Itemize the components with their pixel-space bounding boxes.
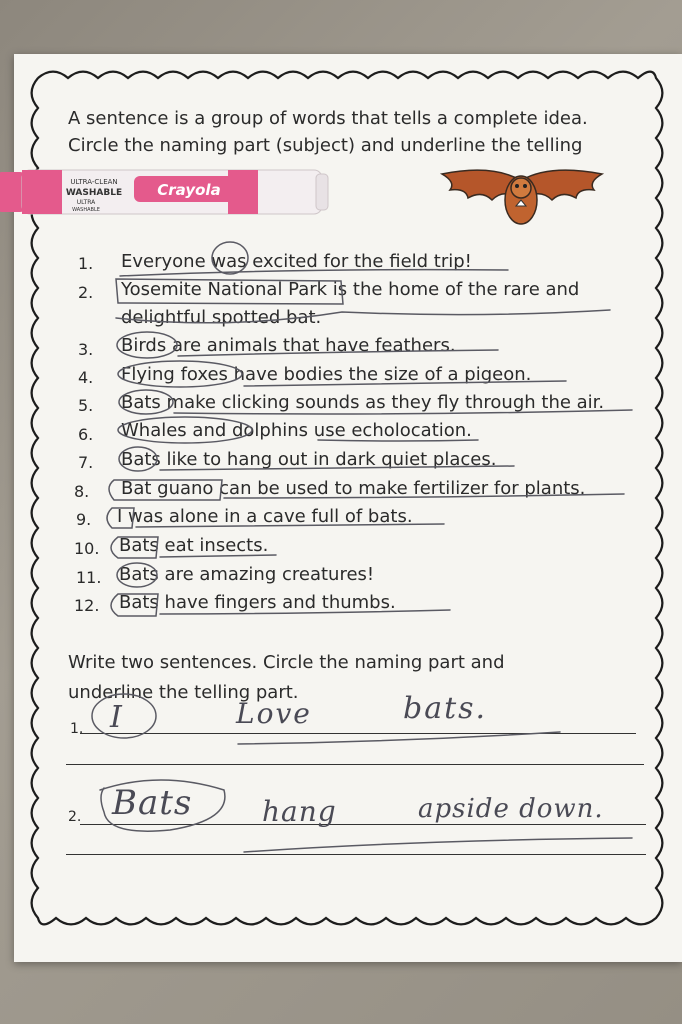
instruction-line-1: A sentence is a group of words that tells a complete idea. (68, 108, 588, 129)
answer-number: 2. (68, 809, 82, 825)
sentence-text: Bats have fingers and thumbs. (119, 592, 396, 613)
handwritten-subject-2: Bats (112, 783, 193, 823)
sentence-number: 3. (78, 340, 94, 359)
sentence-text: Birds are animals that have feathers. (121, 335, 456, 356)
handwritten-predicate-1b: bats. (403, 691, 488, 726)
sentence-number: 1. (78, 254, 94, 273)
sentence-number: 11. (76, 568, 102, 587)
instruction-line-2: Circle the naming part (subject) and underline the telling (68, 135, 583, 156)
sentence-text: Bats like to hang out in dark quiet places. (121, 449, 497, 470)
answer-line (80, 824, 646, 825)
sentence-number: 6. (78, 425, 94, 444)
marker-text: WASHABLE (72, 207, 100, 213)
answer-line (80, 733, 636, 734)
handwritten-predicate-2b: apside down. (418, 794, 604, 824)
crayola-marker (0, 166, 332, 222)
sentence-number: 5. (78, 396, 94, 415)
marker-text: ULTRA (76, 199, 96, 206)
sentence-number: 10. (74, 539, 100, 558)
handwritten-subject-1: I (110, 700, 122, 735)
sentence-text: Yosemite National Park is the home of the rare and (121, 279, 580, 300)
sentence-number: 9. (76, 510, 92, 529)
sentence-text: Whales and dolphins use echolocation. (121, 420, 472, 441)
sentence-text: delightful spotted bat. (121, 307, 322, 328)
sentence-number: 12. (74, 596, 100, 615)
handwritten-predicate-2a: hang (262, 795, 337, 828)
marker-text: ULTRA-CLEAN (70, 178, 118, 186)
sentence-text: Bats make clicking sounds as they fly through the air. (121, 392, 605, 413)
sentence-number: 4. (78, 368, 94, 387)
marker-band (22, 170, 62, 214)
marker-text: WASHABLE (65, 188, 123, 198)
sentence-text: Bat guano can be used to make fertilizer for plants. (121, 478, 586, 499)
sentence-number: 7. (78, 453, 94, 472)
sentence-text: Everyone was excited for the field trip! (121, 251, 472, 272)
sentence-text: Bats are amazing creatures! (119, 564, 375, 585)
sentence-text: Bats eat insects. (119, 535, 269, 556)
marker-logo: Crayola (157, 181, 221, 199)
answer-line (66, 854, 646, 855)
bat-drawing (432, 160, 608, 238)
answer-number: 1. (70, 721, 84, 737)
sentence-text: I was alone in a cave full of bats. (117, 506, 413, 527)
handwritten-predicate-1a: Love (236, 697, 312, 730)
marker-cap-end (316, 174, 328, 210)
bat-head (511, 178, 531, 198)
answer-line (66, 764, 644, 765)
write-instruction-line-2: underline the telling part. (68, 682, 299, 703)
sentence-text: Flying foxes have bodies the size of a pigeon. (121, 364, 532, 385)
write-instruction-line-1: Write two sentences. Circle the naming part and (68, 652, 505, 673)
sentence-number: 8. (74, 482, 90, 501)
sentence-number: 2. (78, 283, 94, 302)
